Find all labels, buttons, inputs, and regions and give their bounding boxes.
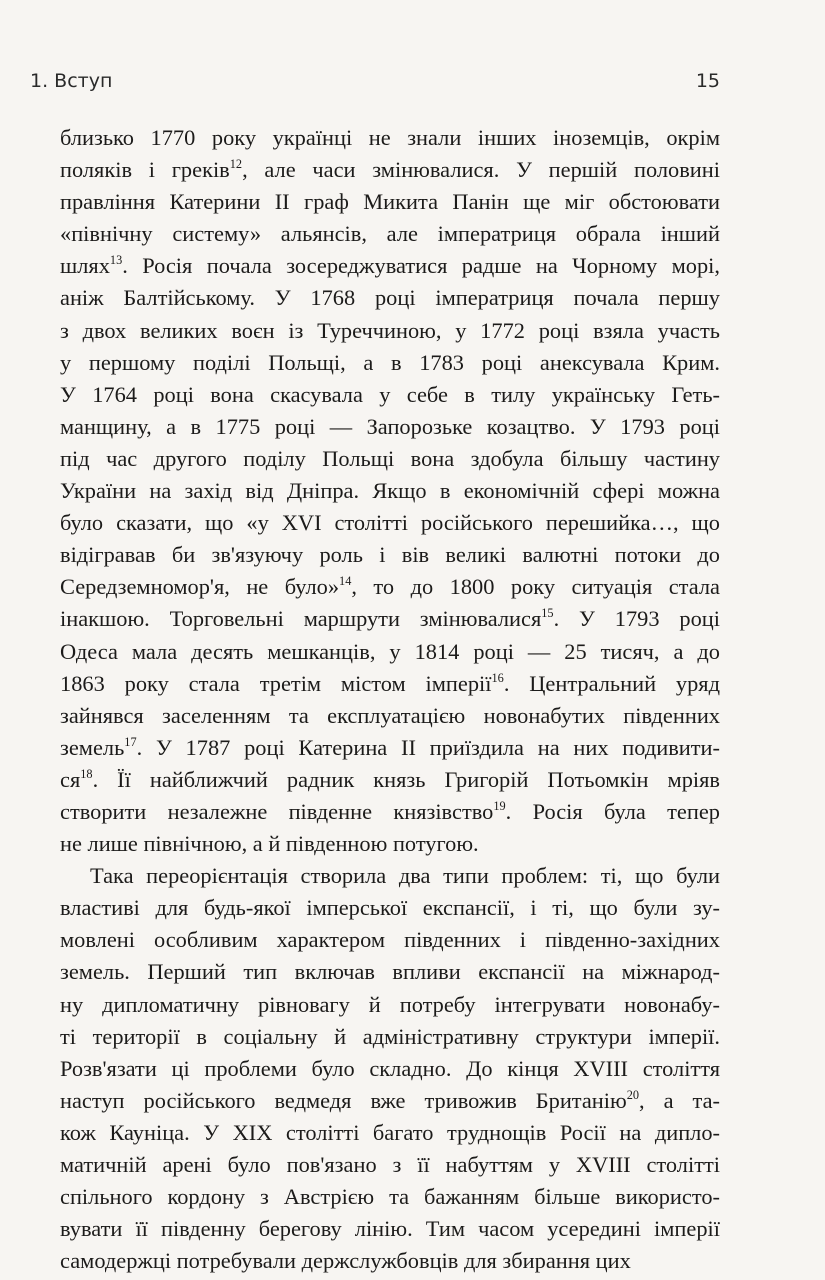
text-line bbox=[60, 475, 720, 507]
text-line bbox=[60, 764, 720, 796]
text-segment: шлях bbox=[60, 253, 110, 279]
text-segment: 1863 року стала третім містом імперії bbox=[60, 670, 492, 696]
text-line bbox=[60, 924, 720, 956]
text-segment: . Її найближчий радник князь Григорій Потьомкін мріяв bbox=[92, 766, 720, 792]
text-segment: властиві для будь-якої імперської експансії, і ті, що були зу- bbox=[60, 895, 720, 921]
text-segment: . У 1787 році Катерина II приїздила на них подивити- bbox=[136, 734, 720, 760]
text-line bbox=[60, 1117, 720, 1149]
footnote-ref: 18 bbox=[80, 766, 93, 781]
footnote-ref: 15 bbox=[541, 606, 554, 621]
chapter-title: 1. Вступ bbox=[30, 70, 113, 92]
text-line bbox=[60, 989, 720, 1021]
footnote-ref: 19 bbox=[493, 798, 506, 813]
text-segment: Така переорієнтація створила два типи проблем: ті, що були bbox=[90, 863, 720, 889]
page-number: 15 bbox=[695, 70, 720, 92]
text-segment: земель bbox=[60, 734, 125, 760]
text-line bbox=[60, 1245, 720, 1277]
text-segment: під час другого поділу Польщі вона здобула більшу частину bbox=[60, 445, 720, 471]
text-line bbox=[60, 956, 720, 988]
text-line bbox=[60, 154, 720, 186]
text-line bbox=[60, 732, 720, 764]
paragraph bbox=[60, 860, 720, 1277]
text-segment: створити незалежне південне князівство bbox=[60, 798, 494, 824]
text-segment: поляків і греків bbox=[60, 157, 230, 183]
body-text bbox=[60, 122, 720, 1277]
text-segment: земель. Перший тип включав впливи експансії на міжнарод- bbox=[60, 959, 720, 985]
text-line bbox=[60, 1181, 720, 1213]
text-line bbox=[60, 347, 720, 379]
text-segment: вувати її південну берегову лінію. Тим часом усередині імперії bbox=[60, 1216, 720, 1242]
text-segment: Розв'язати ці проблеми було складно. До кінця XVIII століття bbox=[60, 1055, 720, 1081]
text-line bbox=[60, 700, 720, 732]
text-line bbox=[60, 186, 720, 218]
text-segment: кож Кауніца. У XIX столітті багато труднощів Росії на дипло- bbox=[60, 1119, 720, 1145]
footnote-ref: 12 bbox=[229, 156, 243, 171]
text-segment: у першому поділі Польщі, а в 1783 році анексувала Крим. bbox=[60, 349, 720, 375]
text-segment: з двох великих воєн із Туреччиною, у 1772 році взяла участь bbox=[60, 317, 720, 343]
text-segment: Середземномор'я, не було» bbox=[60, 574, 340, 600]
text-line bbox=[60, 603, 720, 635]
text-segment: У 1764 році вона скасувала у себе в тилу українську Геть- bbox=[60, 381, 720, 407]
text-segment: самодержці потребували держслужбовців для збирання цих bbox=[60, 1248, 631, 1274]
text-segment: не лише північною, а й південною потугою. bbox=[60, 831, 479, 857]
text-segment: , то до 1800 року ситуація стала bbox=[351, 574, 720, 600]
text-line bbox=[60, 668, 720, 700]
footnote-ref: 13 bbox=[109, 253, 123, 268]
text-line bbox=[60, 1213, 720, 1245]
footnote-ref: 16 bbox=[491, 670, 504, 685]
text-line bbox=[60, 1085, 720, 1117]
text-segment: інакшою. Торговельні маршрути змінювалися bbox=[60, 606, 542, 632]
text-line bbox=[60, 1021, 720, 1053]
text-line bbox=[60, 379, 720, 411]
text-segment: ся bbox=[60, 766, 81, 792]
text-line bbox=[60, 539, 720, 571]
text-line bbox=[60, 571, 720, 603]
text-segment: правління Катерини II граф Микита Панін ще міг обстоювати bbox=[60, 189, 720, 215]
text-line bbox=[60, 636, 720, 668]
text-line bbox=[60, 443, 720, 475]
text-segment: манщину, а в 1775 році — Запорозьке козацтво. У 1793 році bbox=[60, 413, 720, 439]
text-segment: . У 1793 році bbox=[553, 606, 720, 632]
text-line bbox=[60, 411, 720, 443]
text-segment: відігравав би зв'язуючу роль і вів великі валютні потоки до bbox=[60, 542, 720, 568]
text-line bbox=[60, 315, 720, 347]
text-segment: ну дипломатичну рівновагу й потребу інтегрувати новонабу- bbox=[60, 991, 720, 1017]
text-line bbox=[60, 1149, 720, 1181]
text-line bbox=[60, 218, 720, 250]
text-line bbox=[60, 507, 720, 539]
footnote-ref: 17 bbox=[124, 734, 137, 749]
text-line bbox=[60, 250, 720, 282]
paragraph bbox=[60, 122, 720, 860]
text-segment: . Центральний уряд bbox=[503, 670, 720, 696]
text-segment: ті території в соціальну й адміністративну структури імперії. bbox=[60, 1023, 720, 1049]
text-segment: , але часи змінювалися. У першій половині bbox=[242, 157, 720, 183]
text-segment: . Росія почала зосереджуватися радше на Чорному морі, bbox=[122, 253, 720, 279]
text-segment: мовлені особливим характером південних і південно-західних bbox=[60, 927, 720, 953]
text-segment: спільного кордону з Австрією та бажанням більше використо- bbox=[60, 1184, 720, 1210]
text-segment: . Росія була тепер bbox=[505, 798, 720, 824]
text-line bbox=[60, 282, 720, 314]
text-segment: наступ російського ведмедя вже тривожив Британію bbox=[60, 1087, 627, 1113]
text-line bbox=[60, 796, 720, 828]
text-segment: матичній арені було пов'язано з її набуттям у XVIII столітті bbox=[60, 1152, 720, 1177]
text-segment: зайнявся заселенням та експлуатацією новонабутих південних bbox=[60, 702, 720, 728]
text-segment: України на захід від Дніпра. Якщо в економічній сфері можна bbox=[60, 478, 720, 504]
text-line bbox=[60, 892, 720, 924]
footnote-ref: 14 bbox=[339, 574, 352, 589]
text-line bbox=[60, 860, 720, 892]
text-line bbox=[60, 828, 720, 860]
text-segment: аніж Балтійському. У 1768 році імператриця почала першу bbox=[60, 285, 720, 311]
text-line bbox=[60, 122, 720, 154]
text-line bbox=[60, 1053, 720, 1085]
text-segment: Одеса мала десять мешканців, у 1814 році — 25 тисяч, а до bbox=[60, 638, 720, 664]
footnote-ref: 20 bbox=[626, 1087, 640, 1102]
text-segment: близько 1770 року українці не знали інших іноземців, окрім bbox=[60, 125, 720, 150]
text-segment: було сказати, що «у XVI столітті російського перешийка…, що bbox=[60, 510, 720, 536]
text-segment: , а та- bbox=[639, 1087, 720, 1113]
text-segment: «північну систему» альянсів, але імператриця обрала інший bbox=[60, 221, 720, 247]
